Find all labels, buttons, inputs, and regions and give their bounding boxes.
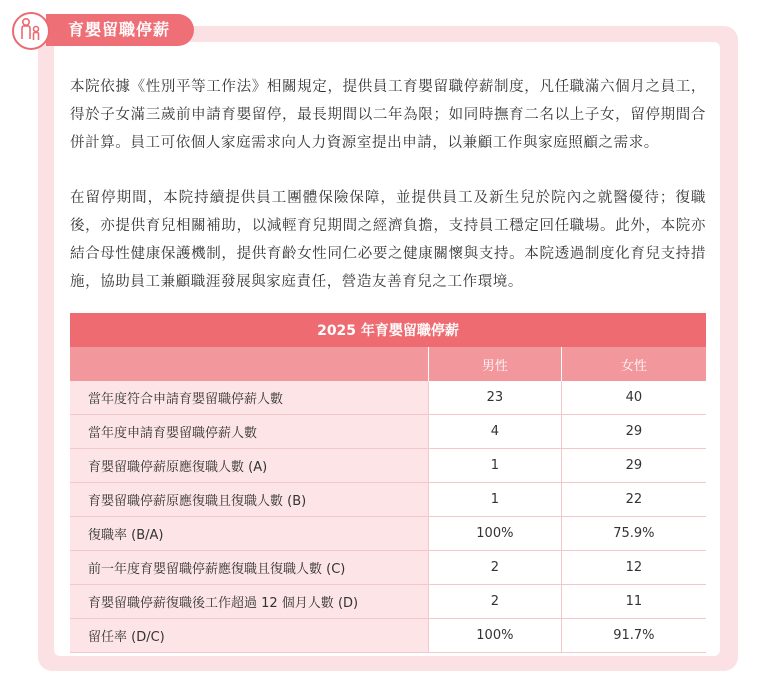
table-row — [70, 517, 706, 551]
female-value: 11 — [561, 585, 706, 619]
column-header-item — [70, 347, 429, 381]
row-label: 復職率 (B/A) — [70, 517, 429, 551]
row-label: 前一年度育嬰留職停薪應復職且復職人數 (C) — [70, 551, 429, 585]
row-label: 當年度符合申請育嬰留職停薪人數 — [70, 381, 429, 415]
row-label: 育嬰留職停薪原應復職且復職人數 (B) — [70, 483, 429, 517]
table-row — [70, 619, 706, 653]
male-value: 100% — [429, 517, 562, 551]
column-header-female: 女性 — [561, 347, 706, 381]
male-value: 23 — [429, 381, 562, 415]
female-value: 75.9% — [561, 517, 706, 551]
female-value: 40 — [561, 381, 706, 415]
female-value: 22 — [561, 483, 706, 517]
male-value: 4 — [429, 415, 562, 449]
row-label: 育嬰留職停薪復職後工作超過 12 個月人數 (D) — [70, 585, 429, 619]
table-row — [70, 585, 706, 619]
male-value: 100% — [429, 619, 562, 653]
male-value: 2 — [429, 551, 562, 585]
male-value: 2 — [429, 585, 562, 619]
female-value: 91.7% — [561, 619, 706, 653]
parental-leave-table — [70, 313, 706, 653]
table-row — [70, 483, 706, 517]
parent-child-icon — [12, 12, 50, 50]
female-value: 12 — [561, 551, 706, 585]
male-value: 1 — [429, 449, 562, 483]
row-label: 當年度申請育嬰留職停薪人數 — [70, 415, 429, 449]
support-paragraph: 在留停期間，本院持續提供員工團體保險保障，並提供員工及新生兒於院內之就醫優待；復職後，亦提供育兒相關補助，以減輕育兒期間之經濟負擔，支持員工穩定回任職場。此外，本院亦結合母性健康保護機制，提供育齡女性同仁必要之健康關懷與支持。本院透過制度化育兒支持措施，協助員工兼顧職涯發展與家庭責任，營造友善育兒之工作環境。 — [70, 190, 706, 290]
row-label: 育嬰留職停薪原應復職人數 (A) — [70, 449, 429, 483]
female-value: 29 — [561, 415, 706, 449]
section-title: 育嬰留職停薪 — [46, 14, 194, 46]
intro-paragraph: 本院依據《性別平等工作法》相關規定，提供員工育嬰留職停薪制度，凡任職滿六個月之員工，得於子女滿三歲前申請育嬰留停，最長期間以二年為限；如同時撫育二名以上子女，留停期間合併計算。員工可依個人家庭需求向人力資源室提出申請，以兼顧工作與家庭照顧之需求。 — [70, 79, 706, 151]
male-value: 1 — [429, 483, 562, 517]
table-caption: 2025 年育嬰留職停薪 — [70, 313, 706, 347]
table-row — [70, 449, 706, 483]
table-row — [70, 415, 706, 449]
female-value: 29 — [561, 449, 706, 483]
column-header-male: 男性 — [429, 347, 562, 381]
table-row — [70, 551, 706, 585]
table-row — [70, 381, 706, 415]
row-label: 留任率 (D/C) — [70, 619, 429, 653]
